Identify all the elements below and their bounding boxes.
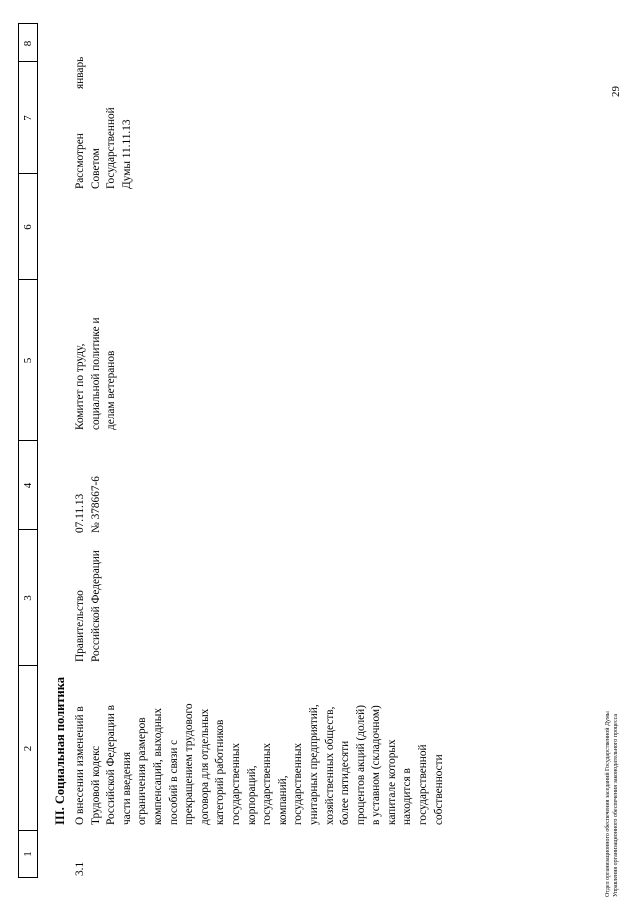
- committee-line: делам ветеранов: [105, 350, 118, 430]
- bill-title-line: компенсаций, выходных: [151, 707, 164, 825]
- bill-number: № 378667-6: [89, 476, 102, 533]
- bill-title-line: ограничения размеров: [136, 717, 149, 825]
- bill-author: [73, 532, 104, 662]
- author-line: Правительство: [74, 590, 86, 662]
- bill-title-line: компаний,: [276, 775, 289, 825]
- bill-title-line: хозяйственных обществ,: [323, 706, 336, 825]
- section-title: III. Социальная политика: [53, 677, 67, 825]
- bill-title-line: государственных: [261, 742, 274, 825]
- bill-date: 07.11.13: [74, 493, 86, 533]
- bill-title-line: О внесении изменений в: [74, 706, 86, 825]
- col-6-header: 6: [22, 224, 34, 230]
- bill-title-line: государственных: [229, 742, 242, 825]
- column-number-header: [18, 23, 38, 878]
- bill-title-line: государственной: [417, 744, 430, 825]
- bill-title-line: Российской Федерации в: [105, 704, 118, 825]
- planned-month: январь: [74, 56, 86, 89]
- status-line: Думы 11.11.13: [120, 119, 133, 189]
- bill-title-line: собственности: [432, 754, 445, 825]
- responsible-committee: [73, 270, 120, 430]
- bill-title-line: процентов акций (долей): [354, 705, 367, 825]
- bill-title-line: в уставном (складочном): [370, 705, 383, 825]
- bill-title-line: унитарных предприятий,: [307, 704, 320, 825]
- col-1-header: 1: [22, 851, 34, 857]
- bill-title-line: договора для отдельных: [198, 708, 211, 825]
- committee-line: Комитет по труду,: [74, 343, 86, 430]
- page-number: 29: [610, 86, 622, 97]
- bill-title-line: прекращением трудового: [183, 703, 196, 825]
- bill-title-line: категорий работников: [214, 719, 227, 825]
- status-line: Рассмотрен: [74, 133, 86, 189]
- bill-title-line: корпораций,: [245, 765, 258, 825]
- col-4-header: 4: [22, 482, 34, 489]
- footer-note: [604, 711, 620, 897]
- status-line: Государственной: [105, 107, 118, 189]
- author-line: Российской Федерации: [89, 550, 102, 662]
- bill-title-line: капитале которых: [385, 739, 398, 825]
- bill-title-line: пособий в связи с: [167, 739, 180, 825]
- bill-title-line: части введения: [120, 751, 133, 825]
- bill-title-line: Трудовой кодекс: [89, 745, 102, 825]
- footer-line: Отдел организационного обеспечения заседаний Государственной Думы: [605, 711, 611, 897]
- bill-title-line: государственных: [292, 742, 305, 825]
- bill-title-line: находится в: [401, 768, 414, 825]
- col-2-header: 2: [22, 745, 34, 752]
- status-line: Советом: [89, 148, 102, 189]
- committee-line: социальной политике и: [89, 317, 102, 430]
- bill-date-number: [73, 423, 104, 533]
- col-8-header: 8: [22, 40, 34, 47]
- col-3-header: 3: [22, 595, 34, 601]
- row-number: 3.1: [74, 861, 86, 876]
- bill-title-line: более пятидесяти: [339, 740, 352, 825]
- footer-line: Управления организационного обеспечения законодательного процесса: [613, 713, 619, 897]
- col-5-header: 5: [22, 357, 34, 364]
- bill-title: [73, 665, 447, 825]
- col-7-header: 7: [22, 115, 34, 121]
